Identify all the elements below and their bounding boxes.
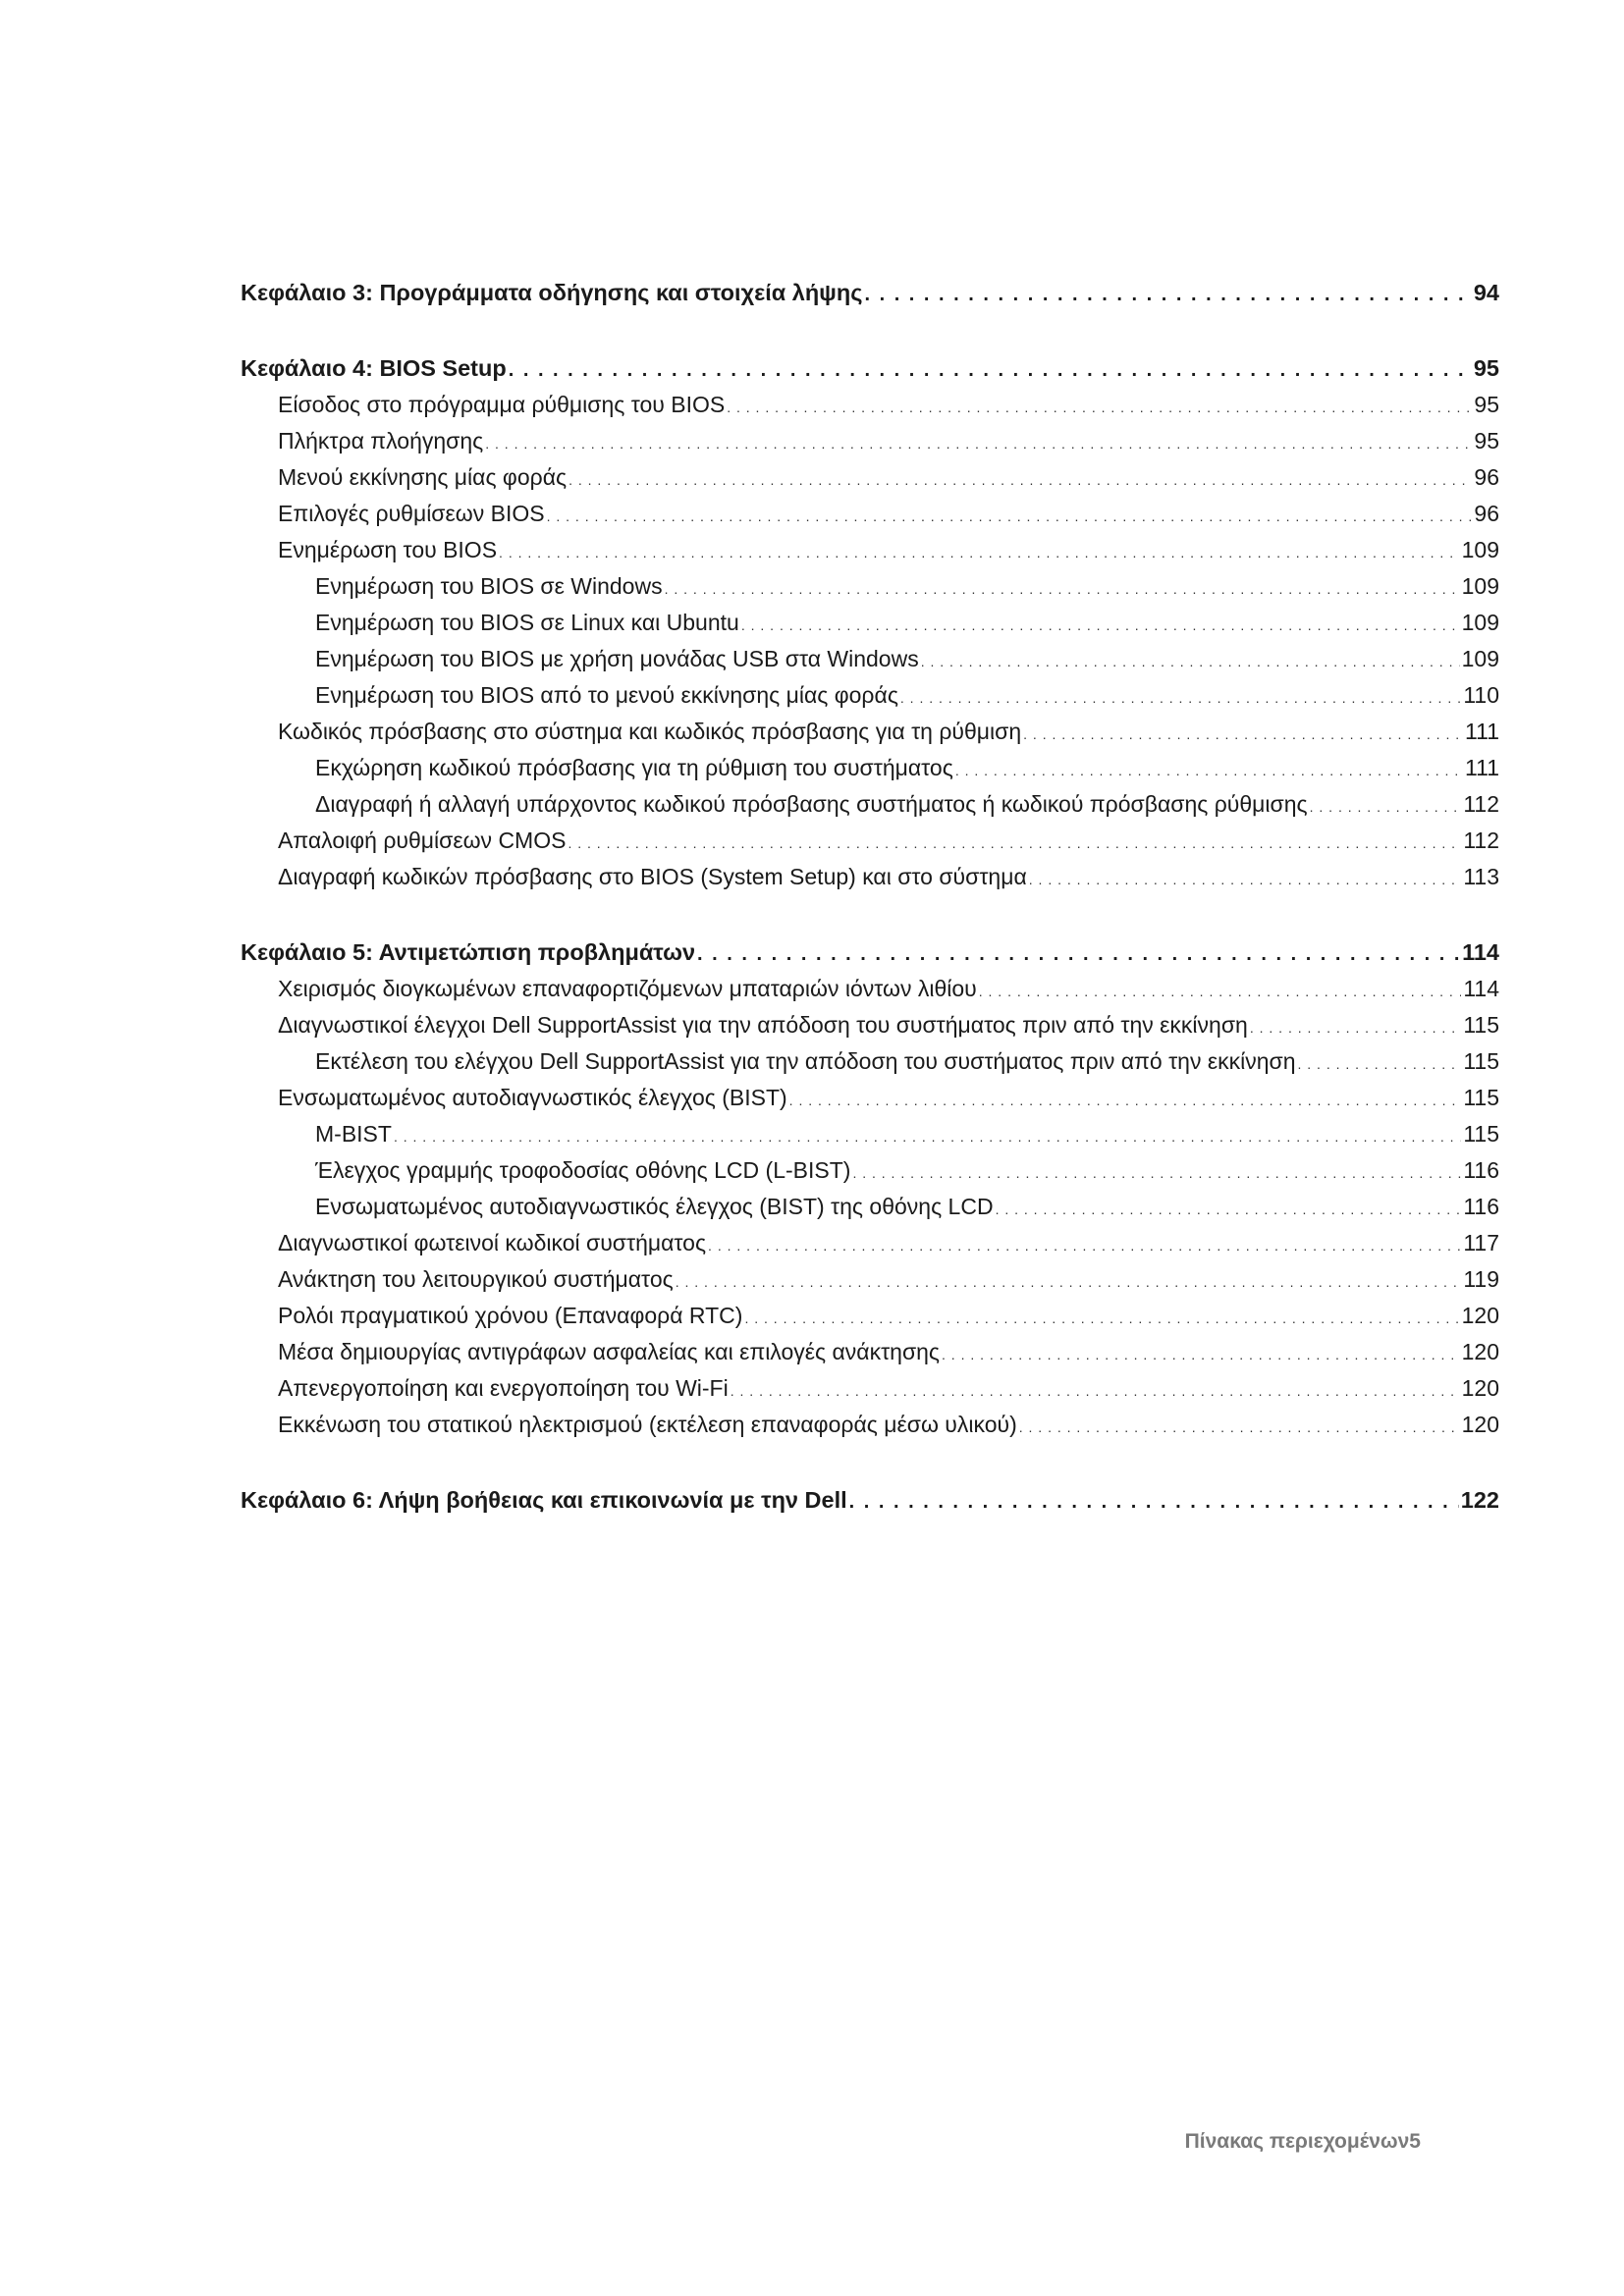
toc-entry-title: Κεφάλαιο 4: BIOS Setup xyxy=(241,355,507,381)
page-footer: Πίνακας περιεχομένων5 xyxy=(1184,2130,1421,2153)
toc-entry-page-number: 96 xyxy=(1474,464,1499,490)
dot-leader xyxy=(727,390,1472,426)
toc-entry[interactable] xyxy=(241,1152,1499,1189)
toc-entry-title: Απαλοιφή ρυθμίσεων CMOS xyxy=(278,828,567,853)
toc-entry-title: Μέσα δημιουργίας αντιγράφων ασφαλείας και επιλογές ανάκτησης xyxy=(278,1339,941,1364)
dot-leader xyxy=(1023,717,1463,753)
toc-entry-title: Έλεγχος γραμμής τροφοδοσίας οθόνης LCD (L-BIST) xyxy=(315,1157,851,1183)
toc-entry-title: Χειρισμός διογκωμένων επαναφορτιζόμενων μπαταριών ιόντων λιθίου xyxy=(278,976,977,1001)
toc-entry[interactable] xyxy=(241,1116,1499,1152)
toc-entry[interactable] xyxy=(241,1407,1499,1443)
toc-entry[interactable] xyxy=(241,823,1499,859)
dot-leader xyxy=(509,352,1472,389)
toc-entry-page-number: 96 xyxy=(1474,501,1499,526)
dot-leader xyxy=(499,535,1460,571)
toc-entry-page-number: 114 xyxy=(1462,939,1499,965)
toc-entry-page-number: 110 xyxy=(1463,682,1499,708)
toc-entry-title: Διαγνωστικοί έλεγχοι Dell SupportAssist για την απόδοση του συστήματος πριν από την εκκίνηση xyxy=(278,1012,1248,1038)
toc-entry-page-number: 109 xyxy=(1461,610,1499,635)
toc-entry[interactable] xyxy=(241,714,1499,750)
toc-entry[interactable] xyxy=(241,677,1499,714)
toc-entry-page-number: 120 xyxy=(1461,1339,1499,1364)
toc-entry[interactable] xyxy=(241,1043,1499,1080)
toc-entry-title: Εκχώρηση κωδικού πρόσβασης για τη ρύθμιση του συστήματος xyxy=(315,755,953,780)
toc-entry-page-number: 116 xyxy=(1463,1157,1499,1183)
dot-leader xyxy=(741,608,1460,644)
toc-entry-page-number: 94 xyxy=(1473,280,1499,305)
toc-entry-page-number: 112 xyxy=(1463,828,1499,853)
dot-leader xyxy=(485,426,1472,462)
toc-entry-page-number: 115 xyxy=(1463,1121,1499,1147)
dot-leader xyxy=(864,277,1471,313)
toc-entry-title: Εκτέλεση του ελέγχου Dell SupportAssist για την απόδοση του συστήματος πριν από την εκκίνηση xyxy=(315,1048,1296,1074)
dot-leader xyxy=(744,1301,1459,1337)
toc-entry-page-number: 95 xyxy=(1473,355,1499,381)
dot-leader xyxy=(1019,1410,1460,1446)
toc-entry-title: Ενημέρωση του BIOS σε Linux και Ubuntu xyxy=(315,610,739,635)
dot-leader xyxy=(900,680,1461,717)
toc-entry[interactable] xyxy=(241,1261,1499,1298)
toc-entry-page-number: 115 xyxy=(1463,1085,1499,1110)
toc-entry-page-number: 117 xyxy=(1463,1230,1499,1255)
toc-entry[interactable] xyxy=(241,387,1499,423)
toc-chapter-entry[interactable] xyxy=(241,350,1499,387)
toc-entry-title: Κωδικός πρόσβασης στο σύστημα και κωδικός πρόσβασης για τη ρύθμιση xyxy=(278,719,1022,744)
dot-leader xyxy=(568,826,1461,862)
toc-entry-title: Κεφάλαιο 6: Λήψη βοήθειας και επικοινωνία με την Dell xyxy=(241,1487,847,1513)
toc-entry-page-number: 122 xyxy=(1460,1487,1499,1513)
toc-entry[interactable] xyxy=(241,1298,1499,1334)
dot-leader xyxy=(1250,1010,1462,1046)
toc-entry-page-number: 112 xyxy=(1463,791,1499,817)
toc-entry-page-number: 115 xyxy=(1463,1048,1499,1074)
dot-leader xyxy=(676,1264,1462,1301)
toc-entry-page-number: 111 xyxy=(1465,755,1499,780)
toc-entry-title: Μενού εκκίνησης μίας φοράς xyxy=(278,464,568,490)
toc-entry-title: Ενημέρωση του BIOS με χρήση μονάδας USB στα Windows xyxy=(315,646,919,671)
dot-leader xyxy=(1029,862,1462,898)
toc-entry-title: M-BIST xyxy=(315,1121,392,1147)
toc-entry[interactable] xyxy=(241,859,1499,895)
toc-entry-title: Ρολόι πραγματικού χρόνου (Επαναφορά RTC) xyxy=(278,1303,743,1328)
toc-entry[interactable] xyxy=(241,1370,1499,1407)
toc-entry-page-number: 120 xyxy=(1461,1375,1499,1401)
toc-entry-page-number: 111 xyxy=(1465,719,1499,744)
toc-entry-page-number: 116 xyxy=(1463,1194,1499,1219)
toc-entry-title: Διαγραφή κωδικών πρόσβασης στο BIOS (System Setup) και στο σύστημα xyxy=(278,864,1027,889)
dot-leader xyxy=(789,1083,1462,1119)
toc-entry-title: Ενημέρωση του BIOS xyxy=(278,537,498,562)
toc-entry[interactable] xyxy=(241,750,1499,786)
toc-entry-title: Ενσωματωμένος αυτοδιαγνωστικός έλεγχος (BIST) xyxy=(278,1085,787,1110)
dot-leader xyxy=(697,936,1460,973)
toc-entry[interactable] xyxy=(241,641,1499,677)
dot-leader xyxy=(665,571,1460,608)
toc-entry[interactable] xyxy=(241,605,1499,641)
toc-entry[interactable] xyxy=(241,1334,1499,1370)
toc-entry-title: Κεφάλαιο 5: Αντιμετώπιση προβλημάτων xyxy=(241,939,696,965)
toc-entry-title: Ανάκτηση του λειτουργικού συστήματος xyxy=(278,1266,674,1292)
toc-entry-page-number: 95 xyxy=(1474,428,1499,454)
dot-leader xyxy=(708,1228,1461,1264)
dot-leader xyxy=(1310,789,1462,826)
toc-entry[interactable] xyxy=(241,532,1499,568)
dot-leader xyxy=(955,753,1463,789)
toc-entry-page-number: 113 xyxy=(1463,864,1499,889)
dot-leader xyxy=(996,1192,1462,1228)
table-of-contents xyxy=(241,275,1499,1519)
toc-entry-title: Ενημέρωση του BIOS από το μενού εκκίνησης μίας φοράς xyxy=(315,682,898,708)
dot-leader xyxy=(942,1337,1460,1373)
dot-leader xyxy=(979,974,1462,1010)
dot-leader xyxy=(849,1484,1459,1521)
toc-entry[interactable] xyxy=(241,971,1499,1007)
toc-entry-title: Επιλογές ρυθμίσεων BIOS xyxy=(278,501,545,526)
toc-entry-page-number: 109 xyxy=(1461,537,1499,562)
toc-entry-page-number: 114 xyxy=(1463,976,1499,1001)
toc-entry-title: Ενημέρωση του BIOS σε Windows xyxy=(315,573,663,599)
toc-entry-page-number: 109 xyxy=(1461,646,1499,671)
dot-leader xyxy=(921,644,1460,680)
toc-entry[interactable] xyxy=(241,459,1499,496)
toc-entry-title: Κεφάλαιο 3: Προγράμματα οδήγησης και στοιχεία λήψης xyxy=(241,280,863,305)
toc-entry-page-number: 115 xyxy=(1463,1012,1499,1038)
dot-leader xyxy=(568,462,1472,499)
toc-entry-title: Εκκένωση του στατικού ηλεκτρισμού (εκτέλεση επαναφοράς μέσω υλικού) xyxy=(278,1412,1017,1437)
toc-chapter-entry[interactable] xyxy=(241,1482,1499,1519)
toc-entry[interactable] xyxy=(241,568,1499,605)
toc-entry-title: Διαγνωστικοί φωτεινοί κωδικοί συστήματος xyxy=(278,1230,707,1255)
toc-entry-title: Πλήκτρα πλοήγησης xyxy=(278,428,484,454)
toc-entry-title: Ενσωματωμένος αυτοδιαγνωστικός έλεγχος (BIST) της οθόνης LCD xyxy=(315,1194,994,1219)
toc-entry[interactable] xyxy=(241,786,1499,823)
toc-entry-page-number: 120 xyxy=(1461,1412,1499,1437)
toc-entry-page-number: 109 xyxy=(1461,573,1499,599)
dot-leader xyxy=(394,1119,1461,1155)
toc-entry[interactable] xyxy=(241,496,1499,532)
toc-entry[interactable] xyxy=(241,1225,1499,1261)
toc-entry[interactable] xyxy=(241,1080,1499,1116)
toc-chapter-entry[interactable] xyxy=(241,934,1499,971)
toc-entry[interactable] xyxy=(241,1189,1499,1225)
dot-leader xyxy=(547,499,1473,535)
toc-entry-page-number: 119 xyxy=(1463,1266,1499,1292)
dot-leader xyxy=(731,1373,1460,1410)
toc-entry-page-number: 120 xyxy=(1461,1303,1499,1328)
toc-entry[interactable] xyxy=(241,423,1499,459)
toc-entry-title: Διαγραφή ή αλλαγή υπάρχοντος κωδικού πρόσβασης συστήματος ή κωδικού πρόσβασης ρύθμισης xyxy=(315,791,1308,817)
dot-leader xyxy=(1298,1046,1462,1083)
toc-chapter-entry[interactable] xyxy=(241,275,1499,311)
toc-entry-page-number: 95 xyxy=(1474,392,1499,417)
dot-leader xyxy=(852,1155,1461,1192)
toc-entry-title: Είσοδος στο πρόγραμμα ρύθμισης του BIOS xyxy=(278,392,726,417)
toc-entry-title: Απενεργοποίηση και ενεργοποίηση του Wi-Fi xyxy=(278,1375,729,1401)
toc-entry[interactable] xyxy=(241,1007,1499,1043)
